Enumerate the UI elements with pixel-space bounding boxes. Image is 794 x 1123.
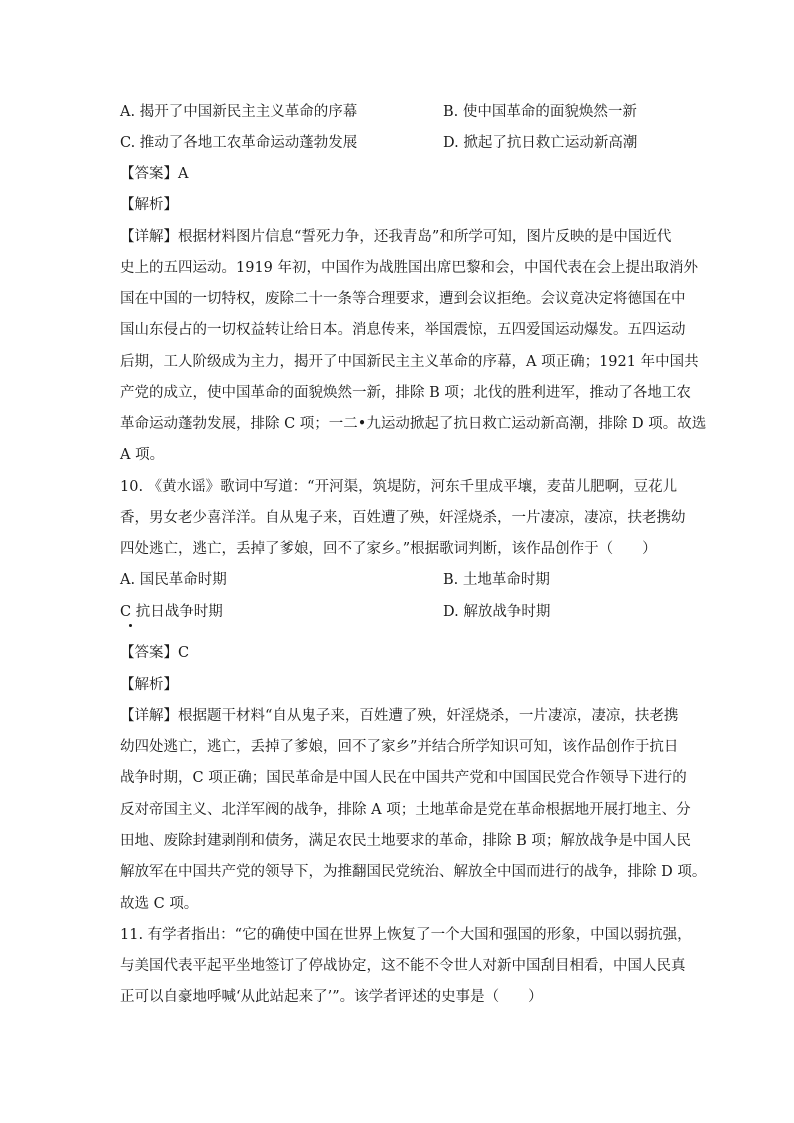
q10-options-row-1 [120, 570, 680, 590]
q10-option-d: D. 解放战争时期 [443, 604, 551, 620]
q9-option-b: B. 使中国革命的面貌焕然一新 [443, 104, 637, 120]
q9-option-c: C. 推动了各地工农革命运动蓬勃发展 [120, 135, 358, 151]
q9-options-row-1 [120, 102, 680, 122]
q10-analysis-label: 【解析】 [120, 677, 178, 693]
q9-answer: 【答案】A [120, 166, 189, 182]
q11-stem-line: 11. 有学者指出：“它的确使中国在世界上恢复了一个大国和强国的形象，中国以弱抗强， [120, 927, 692, 943]
stray-dot-mark [129, 624, 132, 627]
q10-detail-line: 【详解】根据题干材料“自从鬼子来，百姓遭了殃，奸淫烧杀，一片凄凉，凄凉，扶老携 [120, 708, 679, 724]
q10-detail-line: 战争时期，C 项正确；国民革命是中国人民在中国共产党和中国国民党合作领导下进行的 [120, 770, 687, 786]
q10-answer: 【答案】C [120, 645, 190, 661]
q9-detail-line: A 项。 [120, 447, 165, 463]
q9-option-d: D. 掀起了抗日救亡运动新高潮 [443, 135, 638, 151]
q10-stem-line: 四处逃亡，逃亡，丢掉了爹娘，回不了家乡。”根据歌词判断，该作品创作于（ ） [120, 541, 657, 557]
q10-stem-line: 香，男女老少喜洋洋。自从鬼子来，百姓遭了殃，奸淫烧杀，一片凄凉，凄凉，扶老携幼 [120, 510, 686, 526]
q10-option-c: C 抗日战争时期 [120, 604, 223, 620]
q10-detail-line: 故选 C 项。 [120, 896, 199, 912]
q9-option-a: A. 揭开了中国新民主主义革命的序幕 [120, 104, 358, 120]
q9-detail-line: 国在中国的一切特权，废除二十一条等合理要求，遭到会议拒绝。会议竟决定将德国在中 [120, 291, 686, 307]
q11-stem-line: 与美国代表平起平坐地签订了停战协定，这不能不令世人对新中国刮目相看，中国人民真 [120, 958, 686, 974]
q9-options-row-2 [120, 133, 680, 153]
q9-detail-line: 史上的五四运动。1919 年初，中国作为战胜国出席巴黎和会，中国代表在会上提出取消外 [120, 260, 699, 276]
q9-detail-line: 革命运动蓬勃发展，排除 C 项；一二•九运动掀起了抗日救亡运动新高潮，排除 D 项。故选 [120, 416, 707, 432]
q9-detail-line: 国山东侵占的一切权益转让给日本。消息传来，举国震惊，五四爱国运动爆发。五四运动 [120, 322, 686, 338]
q10-detail-line: 解放军在中国共产党的领导下，为推翻国民党统治、解放全中国而进行的战争，排除 D 项。 [120, 864, 707, 880]
q9-analysis-label: 【解析】 [120, 197, 178, 213]
q11-stem-line: 正可以自豪地呼喊‘从此站起来了’”。该学者评述的史事是（ ） [120, 989, 543, 1005]
q10-stem-line: 10. 《黄水谣》歌词中写道：“开河渠，筑堤防，河东千里成平壤，麦苗儿肥啊，豆花儿 [120, 479, 678, 495]
q9-detail-line: 后期，工人阶级成为主力，揭开了中国新民主主义革命的序幕，A 项正确；1921 年中国共 [120, 354, 699, 370]
q10-detail-line: 幼四处逃亡，逃亡，丢掉了爹娘，回不了家乡”并结合所学知识可知，该作品创作于抗日 [120, 739, 679, 755]
q10-option-b: B. 土地革命时期 [443, 572, 550, 588]
q10-detail-line: 反对帝国主义、北洋军阀的战争，排除 A 项；土地革命是党在革命根据地开展打地主、分 [120, 802, 691, 818]
q9-detail-line: 产党的成立，使中国革命的面貌焕然一新，排除 B 项；北伐的胜利进军，推动了各地工农 [120, 385, 691, 401]
q10-option-a: A. 国民革命时期 [120, 572, 227, 588]
q10-options-row-2 [120, 602, 680, 622]
q10-detail-line: 田地、废除封建剥削和债务，满足农民土地要求的革命，排除 B 项；解放战争是中国人民 [120, 833, 691, 849]
q9-detail-line: 【详解】根据材料图片信息“誓死力争，还我青岛”和所学可知，图片反映的是中国近代 [120, 229, 672, 245]
